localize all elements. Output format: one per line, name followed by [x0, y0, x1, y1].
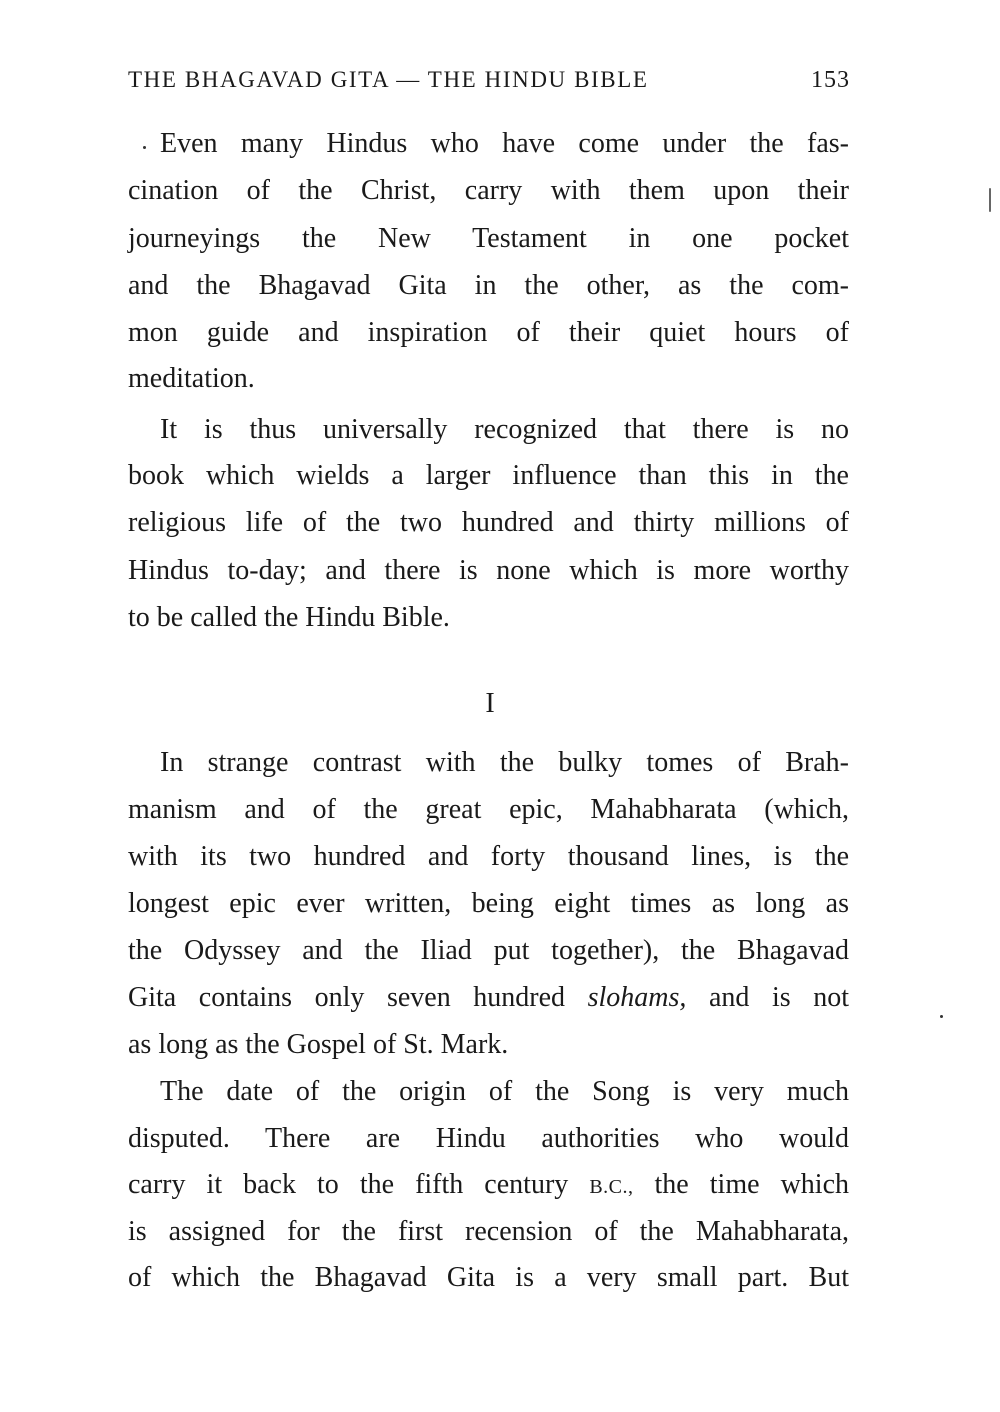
text-run: and is not — [686, 982, 849, 1013]
scan-edge-mark — [989, 188, 991, 212]
text-line: with its two hundred and forty thousand lines, is the — [128, 841, 849, 872]
text-line: The date of the origin of the Song is very much — [160, 1076, 849, 1107]
text-line: and the Bhagavad Gita in the other, as the com- — [128, 270, 849, 301]
text-line: It is thus universally recognized that there is no — [160, 414, 849, 445]
running-head — [128, 62, 850, 98]
text-line: Even many Hindus who have come under the fas- — [160, 128, 849, 159]
text-line: religious life of the two hundred and thirty millions of — [128, 507, 849, 538]
text-run: the time which — [633, 1169, 849, 1200]
text-line: of which the Bhagavad Gita is a very small part. But — [128, 1262, 849, 1293]
text-line: meditation. — [128, 363, 255, 394]
text-line-with-italic — [128, 976, 849, 1020]
text-run: Gita contains only seven hundred — [128, 982, 588, 1013]
text-line: disputed. There are Hindu authorities who would — [128, 1123, 849, 1154]
text-line: as long as the Gospel of St. Mark. — [128, 1029, 509, 1060]
text-line: longest epic ever written, being eight times as long as — [128, 888, 849, 919]
text-line: book which wields a larger influence than this in the — [128, 460, 849, 491]
text-line: cination of the Christ, carry with them upon their — [128, 175, 849, 206]
page-number: 153 — [811, 66, 850, 93]
text-line-with-smallcaps — [128, 1163, 849, 1207]
text-line: is assigned for the first recension of the Mahabharata, — [128, 1216, 849, 1247]
scan-speck — [143, 146, 146, 149]
text-run: carry it back to the fifth century — [128, 1169, 590, 1200]
text-line: the Odyssey and the Iliad put together), the Bhagavad — [128, 935, 849, 966]
text-line: journeyings the New Testament in one pocket — [128, 223, 849, 254]
text-line: In strange contrast with the bulky tomes of Brah- — [160, 747, 849, 778]
section-numeral: I — [485, 688, 495, 719]
text-line: manism and of the great epic, Mahabharata (which, — [128, 794, 849, 825]
italic-term: slohams, — [587, 982, 687, 1013]
text-line: mon guide and inspiration of their quiet hours of — [128, 317, 849, 348]
scan-speck — [940, 1015, 943, 1018]
text-line: to be called the Hindu Bible. — [128, 602, 450, 633]
era-abbreviation: B.C., — [589, 1176, 634, 1198]
running-title: THE BHAGAVAD GITA — THE HINDU BIBLE — [128, 67, 649, 92]
text-line: Hindus to-day; and there is none which is more worthy — [128, 555, 849, 586]
